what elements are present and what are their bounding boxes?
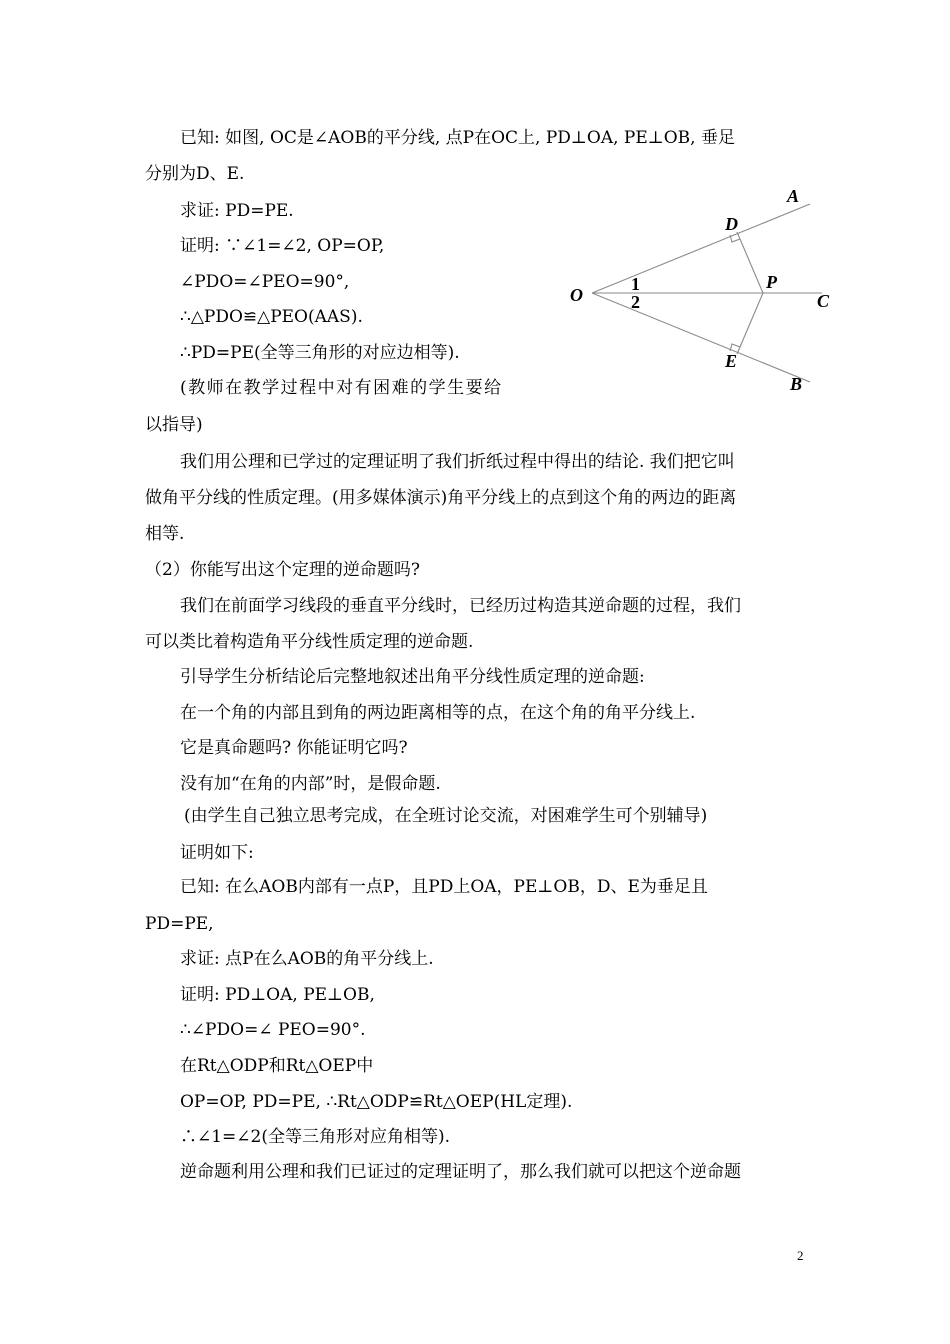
text-line-11: 相等. [145,524,185,544]
text-line-5: ∴△PDO≌△PEO(AAS). [180,307,363,327]
text-line-26: 在Rt△ODP和Rt△OEP中 [180,1056,374,1076]
text-line-7: (教师在教学过程中对有困难的学生要给 [180,378,503,398]
text-line-9: 我们用公理和已学过的定理证明了我们折纸过程中得出的结论. 我们把它叫 [180,452,735,472]
label-o: O [570,285,583,305]
figure-lines [592,204,822,382]
text-line-10: 做角平分线的性质定理。(用多媒体演示)角平分线上的点到这个角的两边的距离 [145,488,737,508]
segment-pd [737,232,763,293]
text-line-24: 证明: PD⊥OA, PE⊥OB, [180,985,375,1005]
segment-pe [737,293,763,354]
label-angle-1: 1 [631,274,640,294]
text-line-14: 可以类比着构造角平分线性质定理的逆命题. [145,632,474,652]
label-angle-2: 2 [631,292,640,312]
ray-ob [592,293,810,382]
label-b: B [790,374,803,394]
label-d: D [725,214,738,234]
text-line-27: OP=OP, PD=PE, ∴Rt△ODP≌Rt△OEP(HL定理). [180,1092,573,1112]
text-line-12: （2）你能写出这个定理的逆命题吗? [145,560,420,580]
text-line-25: ∴∠PDO=∠ PEO=90°. [180,1020,366,1040]
text-line-22: PD=PE, [145,914,214,934]
text-line-19: (由学生自己独立思考完成，在全班讨论交流，对困难学生可个别辅导) [184,806,708,826]
text-line-15: 引导学生分析结论后完整地叙述出角平分线性质定理的逆命题: [180,667,645,687]
text-line-13: 我们在前面学习线段的垂直平分线时，已经历过构造其逆命题的过程，我们 [180,596,741,616]
text-line-29: 逆命题利用公理和我们已证过的定理证明了，那么我们就可以把这个逆命题 [180,1162,741,1182]
label-p: P [766,272,777,292]
text-line-23: 求证: 点P在么AOB的角平分线上. [180,949,434,969]
text-line-16: 在一个角的内部且到角的两边距离相等的点，在这个角的角平分线上. [180,703,696,723]
text-line-2: 求证: PD=PE. [180,201,294,221]
label-c: C [816,291,829,311]
text-line-1: 分别为D、E. [145,164,245,184]
text-line-4: ∠PDO=∠PEO=90°, [180,272,350,292]
text-line-18: 没有加“在角的内部”时，是假命题. [180,774,441,794]
text-line-0: 已知: 如图, OC是∠AOB的平分线, 点P在OC上, PD⊥OA, PE⊥OB, 垂足 [180,128,735,148]
text-line-17: 它是真命题吗? 你能证明它吗? [180,738,408,758]
page-number: 2 [797,1248,804,1263]
text-line-3: 证明: ∵∠1=∠2, OP=OP, [180,236,385,256]
text-line-6: ∴PD=PE(全等三角形的对应边相等). [180,343,460,363]
text-line-28: ∴∠1=∠2(全等三角形对应角相等). [180,1127,451,1147]
angle-bisector-figure [560,178,830,398]
label-e: E [725,351,738,371]
text-line-8: 以指导) [145,415,203,435]
label-a: A [787,186,800,206]
text-line-21: 已知: 在么AOB内部有一点P，且PD上OA，PE⊥OB，D、E为垂足且 [180,877,708,897]
text-line-20: 证明如下: [180,843,254,863]
ray-oa [592,204,810,293]
